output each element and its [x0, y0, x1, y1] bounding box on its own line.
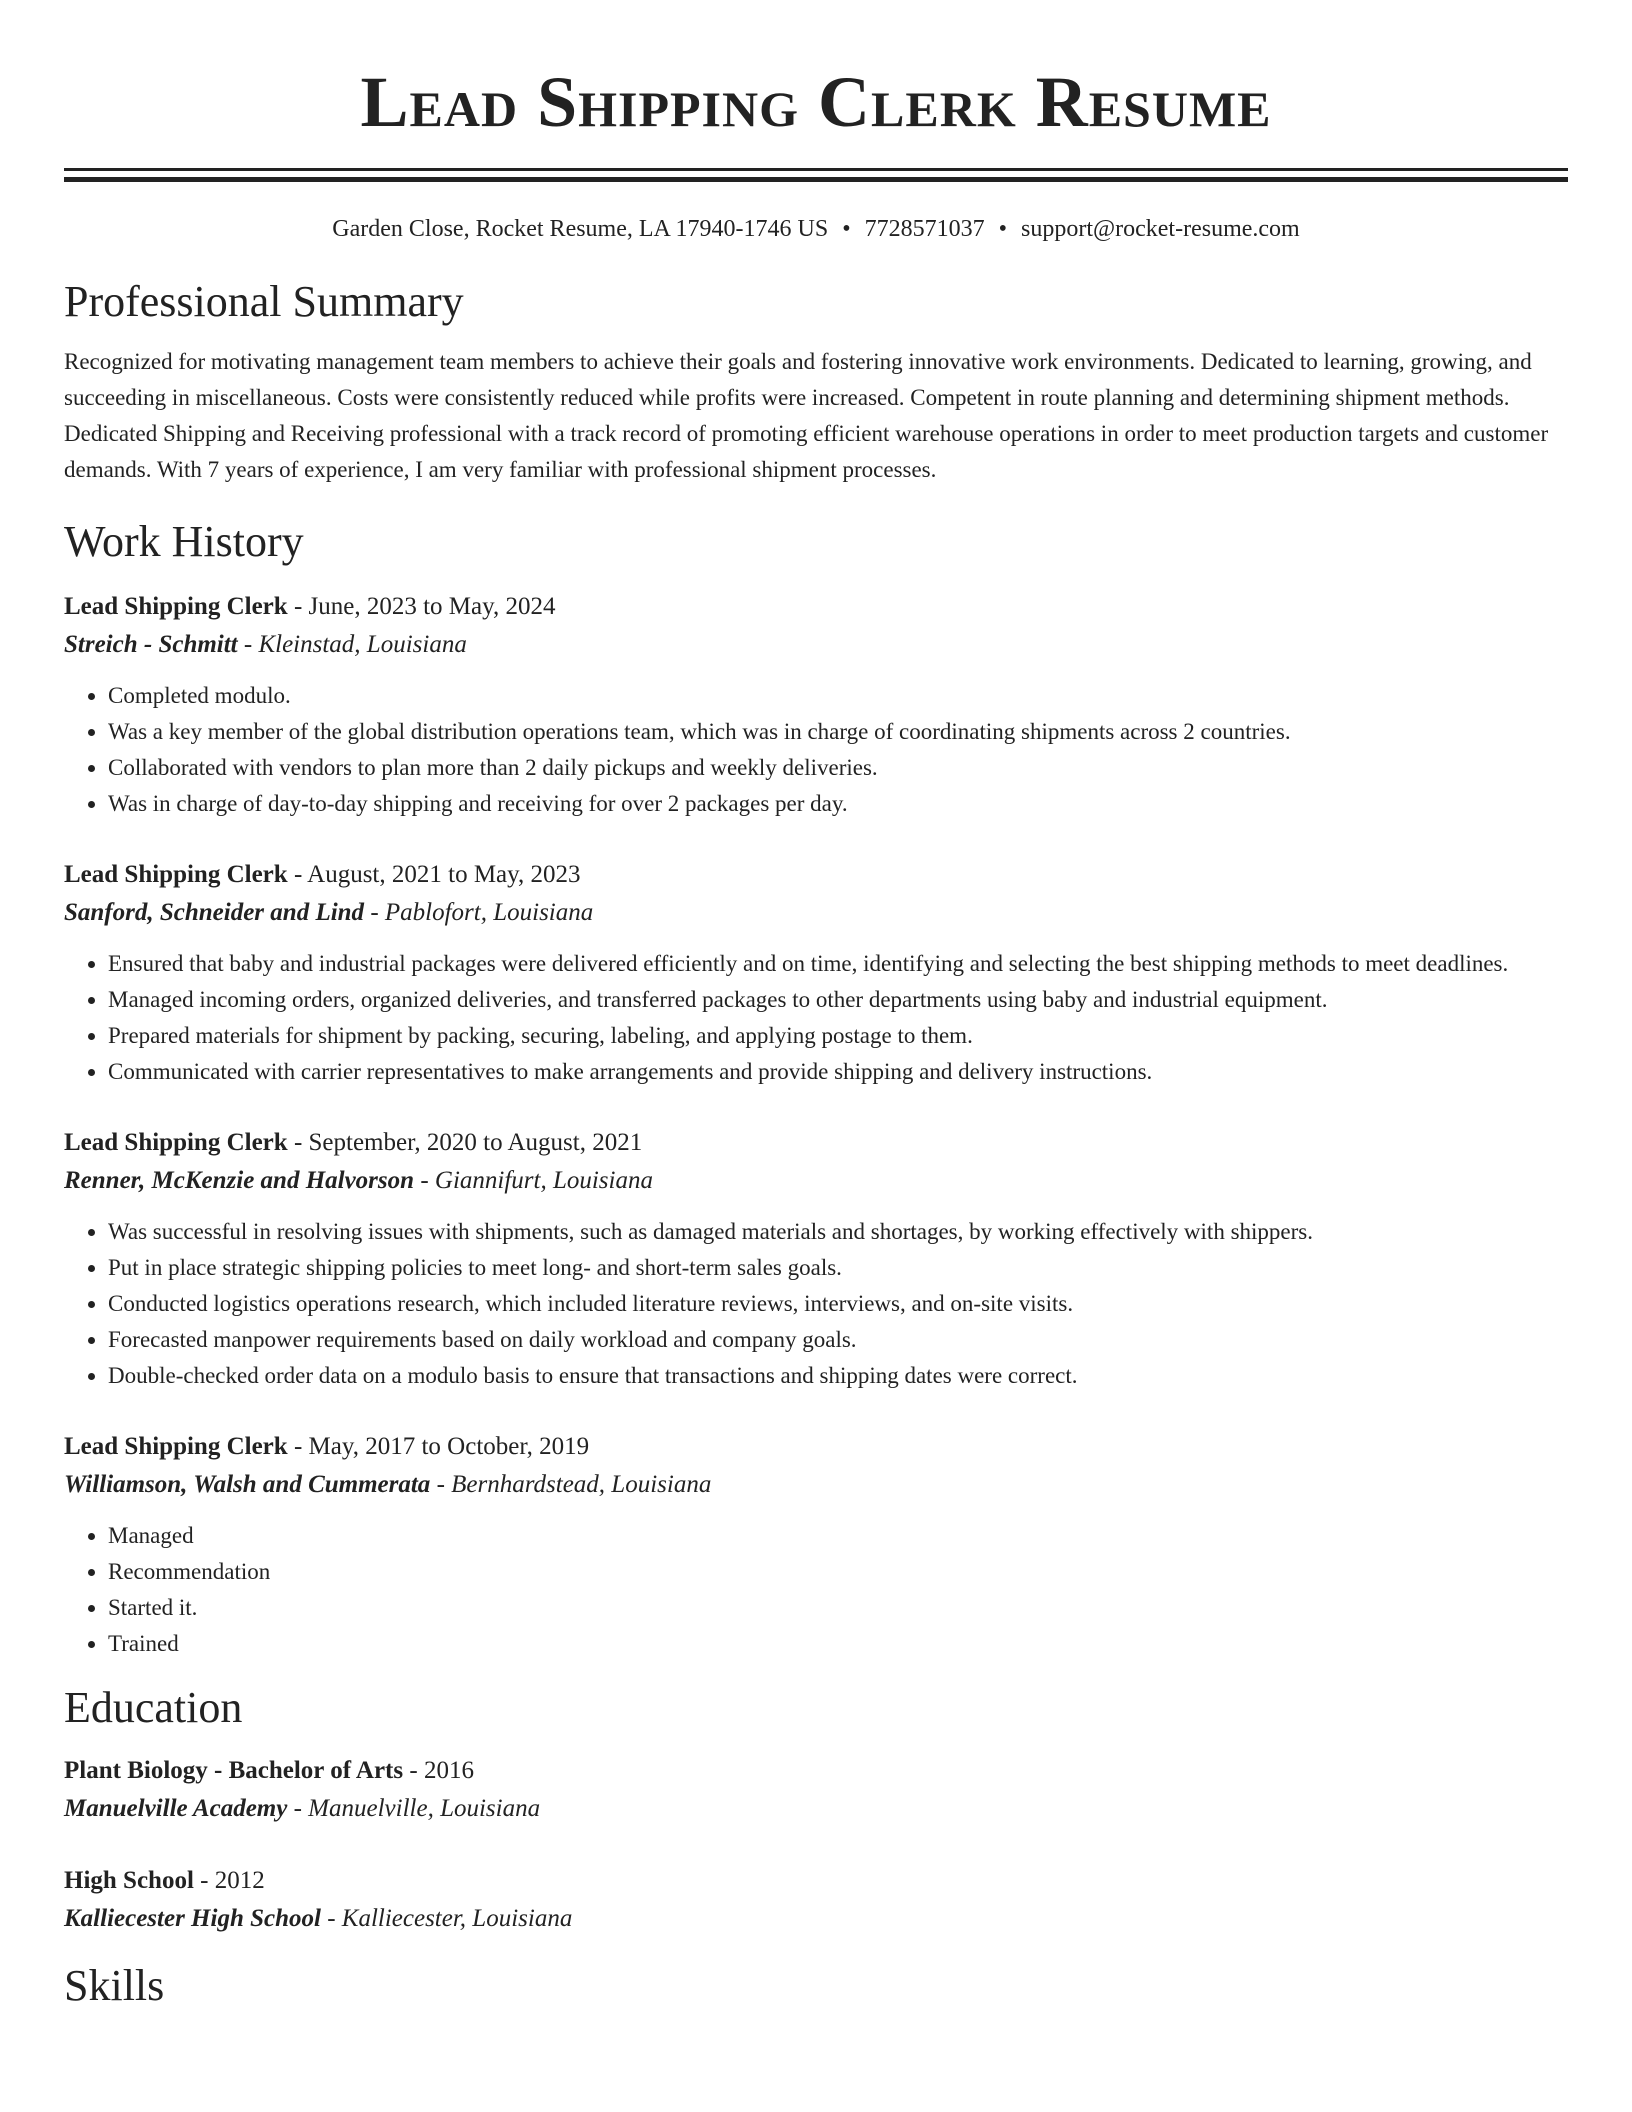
job-bullets: [64, 1214, 1568, 1394]
education-degree: High School: [64, 1867, 194, 1894]
education-school: Kalliecester High School: [64, 1905, 321, 1932]
dash-separator: -: [320, 1905, 342, 1932]
title-divider-thick: [64, 177, 1568, 182]
education-year: 2012: [214, 1867, 265, 1894]
job-title-line: [64, 1428, 1568, 1466]
education-school-line: [64, 1900, 1568, 1938]
dash-separator: -: [414, 1167, 435, 1194]
job-dates: August, 2021 to May, 2023: [307, 861, 581, 888]
dash-separator: -: [193, 1867, 215, 1894]
job-company: Williamson, Walsh and Cummerata: [64, 1471, 431, 1498]
dash-separator: -: [287, 1129, 309, 1156]
dash-separator: -: [287, 1795, 309, 1822]
dash-separator: -: [237, 631, 259, 658]
job-bullet: • Forecasted manpower requirements based on daily workload and company goals.: [108, 1322, 1568, 1358]
education-location: Manuelville, Louisiana: [308, 1795, 541, 1822]
job-bullet: • Started it.: [108, 1590, 1568, 1626]
job-bullets: [64, 678, 1568, 822]
education-location: Kalliecester, Louisiana: [341, 1905, 573, 1932]
job-entry: [64, 1124, 1568, 1394]
job-title-line: [64, 588, 1568, 626]
job-bullet: • Was in charge of day-to-day shipping and receiving for over 2 packages per day.: [108, 786, 1568, 822]
job-company-line: [64, 1162, 1568, 1200]
job-location: Bernhardstead, Louisiana: [451, 1471, 712, 1498]
job-company-line: [64, 626, 1568, 664]
job-company-line: [64, 894, 1568, 932]
job-bullet: • Prepared materials for shipment by packing, securing, labeling, and applying postage to them.: [108, 1018, 1568, 1054]
job-role: Lead Shipping Clerk: [64, 1129, 288, 1156]
dash-separator: -: [287, 1433, 309, 1460]
job-bullet: • Trained: [108, 1626, 1568, 1662]
job-bullet: • Was successful in resolving issues with shipments, such as damaged materials and shortages, by working effectively with shippers.: [108, 1214, 1568, 1250]
contact-phone: 7728571037: [864, 216, 985, 242]
job-bullet: • Managed incoming orders, organized deliveries, and transferred packages to other departments using baby and industrial equipment.: [108, 982, 1568, 1018]
job-bullets: [64, 1518, 1568, 1662]
education-year: 2016: [423, 1757, 474, 1784]
job-bullet: • Collaborated with vendors to plan more than 2 daily pickups and weekly deliveries.: [108, 750, 1568, 786]
dash-separator: -: [287, 861, 308, 888]
job-entry: [64, 856, 1568, 1090]
contact-email: support@rocket-resume.com: [1021, 216, 1300, 242]
dash-separator: -: [287, 593, 309, 620]
work-history-heading: Work History: [64, 517, 304, 566]
skills-heading: Skills: [64, 1961, 165, 2010]
job-role: Lead Shipping Clerk: [64, 1433, 288, 1460]
job-dates: September, 2020 to August, 2021: [308, 1129, 643, 1156]
job-bullet: • Recommendation: [108, 1554, 1568, 1590]
contact-line: [64, 214, 1568, 244]
education-degree-line: [64, 1752, 1568, 1790]
job-location: Kleinstad, Louisiana: [258, 631, 467, 658]
job-company: Streich - Schmitt: [64, 631, 238, 658]
dash-separator: -: [403, 1757, 424, 1784]
contact-separator: •: [842, 216, 851, 242]
job-company: Renner, McKenzie and Halvorson: [64, 1167, 415, 1194]
job-title-line: [64, 1124, 1568, 1162]
job-location: Pablofort, Louisiana: [384, 899, 594, 926]
job-title-line: [64, 856, 1568, 894]
summary-heading: Professional Summary: [64, 277, 464, 326]
title-divider-thin: [64, 168, 1568, 171]
page-title: Lead Shipping Clerk Resume: [360, 62, 1272, 142]
contact-separator: •: [998, 216, 1008, 242]
job-bullet: • Double-checked order data on a modulo basis to ensure that transactions and shipping dates were correct.: [108, 1358, 1568, 1394]
job-entry: [64, 588, 1568, 822]
job-role: Lead Shipping Clerk: [64, 593, 288, 620]
education-school-line: [64, 1790, 1568, 1828]
job-company: Sanford, Schneider and Lind: [64, 899, 365, 926]
job-role: Lead Shipping Clerk: [64, 861, 288, 888]
job-entry: [64, 1428, 1568, 1662]
job-location: Giannifurt, Louisiana: [434, 1167, 653, 1194]
job-bullet: • Ensured that baby and industrial packages were delivered efficiently and on time, identifying and selecting the best shipping methods to meet deadlines.: [108, 946, 1568, 982]
job-bullet: • Completed modulo.: [108, 678, 1568, 714]
dash-separator: -: [430, 1471, 452, 1498]
job-dates: May, 2017 to October, 2019: [308, 1433, 590, 1460]
job-bullet: • Was a key member of the global distribution operations team, which was in charge of coordinating shipments across 2 countries.: [108, 714, 1568, 750]
education-entry: [64, 1862, 1568, 1938]
education-school: Manuelville Academy: [64, 1795, 288, 1822]
education-heading: Education: [64, 1683, 243, 1732]
job-bullet: • Put in place strategic shipping policies to meet long- and short-term sales goals.: [108, 1250, 1568, 1286]
dash-separator: -: [364, 899, 385, 926]
education-degree: Plant Biology - Bachelor of Arts: [64, 1757, 404, 1784]
summary-text: Recognized for motivating management team members to achieve their goals and fostering innovative work environments. Dedicated to learning, growing, and succeeding in miscellaneous. Costs were consistently reduced while profits were increased. Competent in route planning and determining shipment methods. Dedicated Shipping and Receiving professional with a track record of promoting efficient warehouse operations in order to meet production targets and customer demands. With 7 years of experience, I am very familiar with professional shipment processes.: [64, 349, 1549, 482]
job-bullet: • Conducted logistics operations research, which included literature reviews, interviews, and on-site visits.: [108, 1286, 1568, 1322]
job-bullets: [64, 946, 1568, 1090]
job-company-line: [64, 1466, 1568, 1504]
job-dates: June, 2023 to May, 2024: [308, 593, 556, 620]
contact-address: Garden Close, Rocket Resume, LA 17940-1746 US: [332, 216, 829, 242]
job-bullet: • Managed: [108, 1518, 1568, 1554]
education-entry: [64, 1752, 1568, 1828]
job-bullet: • Communicated with carrier representatives to make arrangements and provide shipping and delivery instructions.: [108, 1054, 1568, 1090]
education-degree-line: [64, 1862, 1568, 1900]
